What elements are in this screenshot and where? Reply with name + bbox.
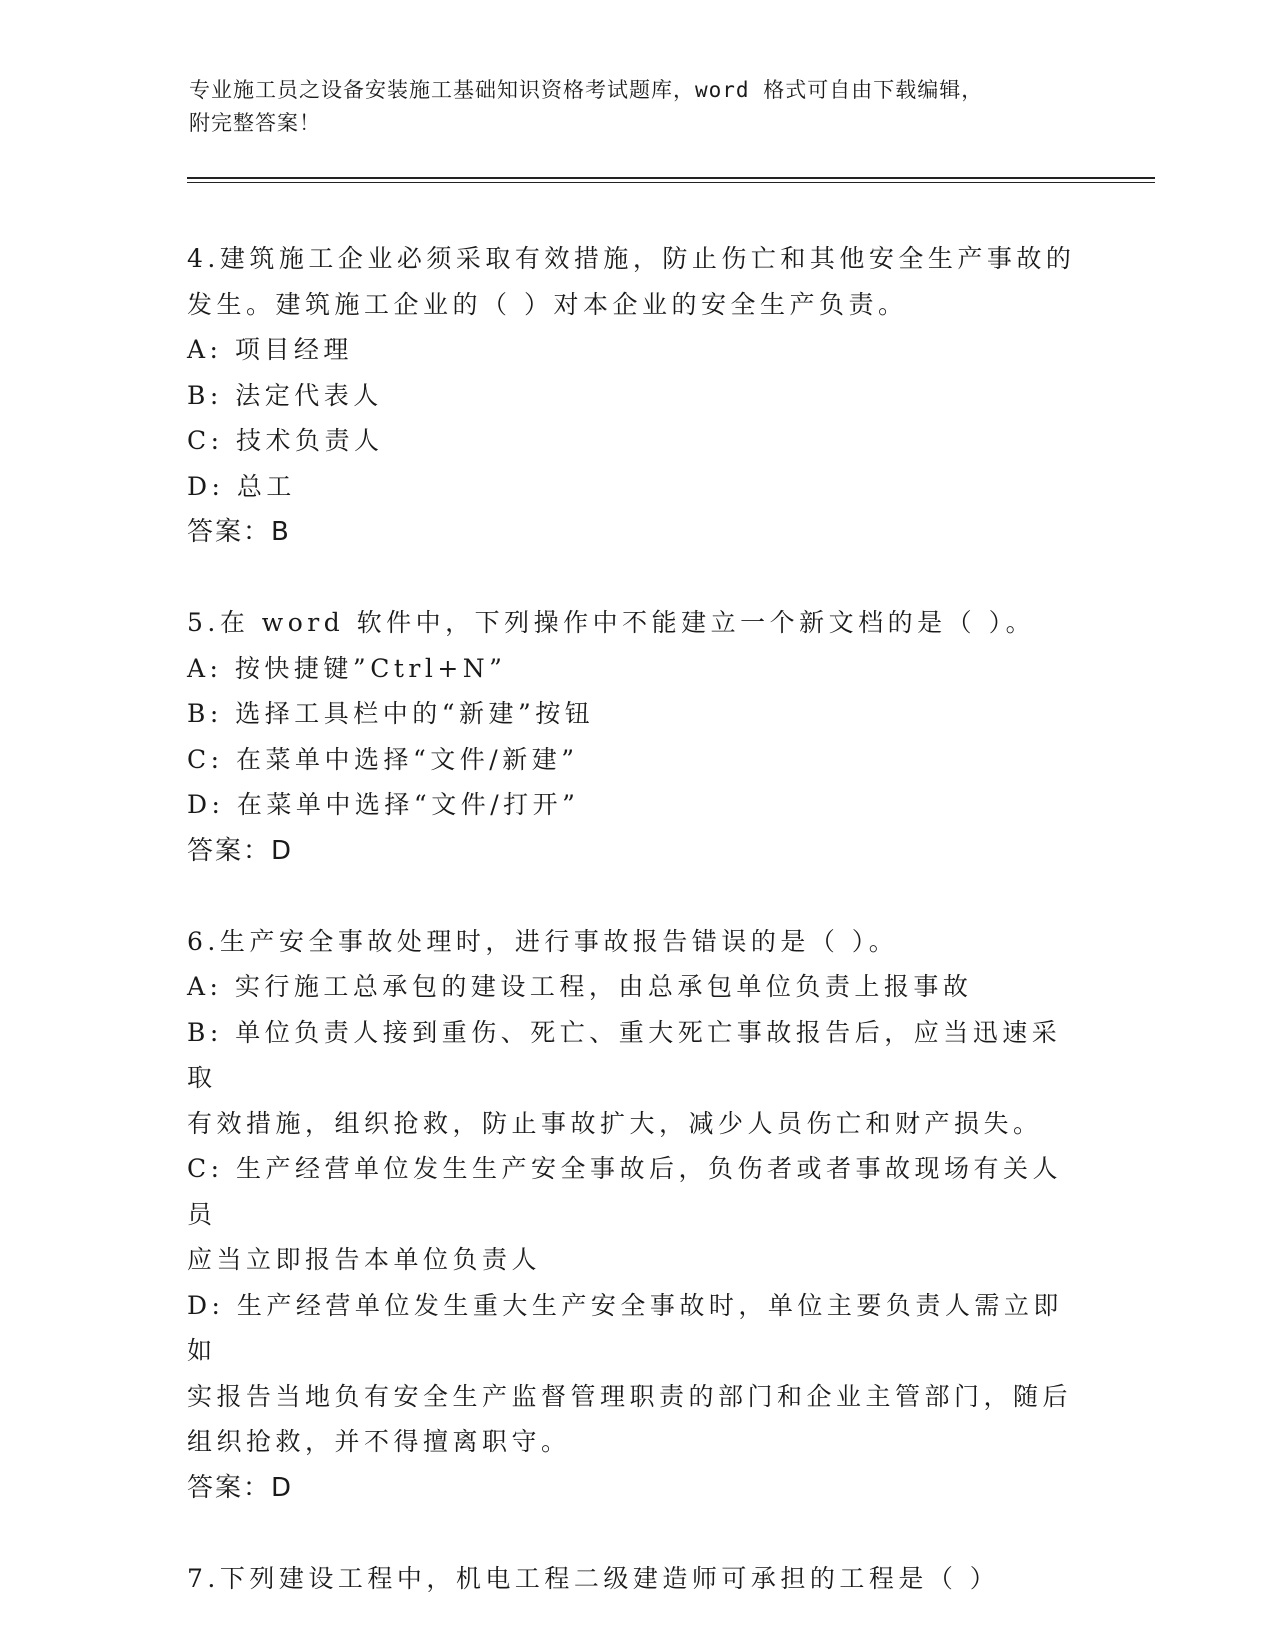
option-line: A: 项目经理 (187, 335, 353, 364)
answer-line: 答案：D (187, 835, 294, 866)
question-block (187, 1556, 1087, 1602)
question-stem-line: 5.在 word 软件中，下列操作中不能建立一个新文档的是（ ）。 (187, 608, 1036, 637)
option-line: C: 生产经营单位发生生产安全事故后，负伤者或者事故现场有关人员 (187, 1154, 1063, 1229)
question-stem-line: 6.生产安全事故处理时，进行事故报告错误的是（ ）。 (187, 926, 899, 956)
header-line-2: 附完整答案！ (189, 111, 321, 135)
question-stem-line: 发生。建筑施工企业的（ ）对本企业的安全生产负责。 (187, 289, 908, 319)
option-line: C: 技术负责人 (187, 426, 384, 455)
option-line: 实报告当地负有安全生产监督管理职责的部门和企业主管部门，随后 (187, 1381, 1073, 1411)
question-block (187, 236, 1087, 555)
header-divider-thick (187, 177, 1155, 179)
question-stem-line: 7.下列建设工程中，机电工程二级建造师可承担的工程是（ ） (187, 1563, 1000, 1593)
option-line: 组织抢救，并不得擅离职守。 (187, 1427, 571, 1456)
answer-line: 答案：B (187, 517, 291, 547)
option-line: D: 生产经营单位发生重大生产安全事故时，单位主要负责人需立即如 (187, 1290, 1063, 1365)
option-line: D: 在菜单中选择“文件/打开” (187, 790, 580, 819)
option-line: D: 总工 (187, 471, 296, 501)
option-line: C: 在菜单中选择“文件/新建” (187, 744, 579, 774)
option-line: B: 单位负责人接到重伤、死亡、重大死亡事故报告后，应当迅速采取 (187, 1017, 1062, 1092)
header-line-1: 专业施工员之设备安装施工基础知识资格考试题库，word 格式可自由下载编辑， (189, 78, 984, 102)
answer-line: 答案：D (187, 1472, 294, 1503)
option-line: B: 选择工具栏中的“新建”按钮 (187, 699, 595, 728)
document-header (189, 74, 1089, 140)
option-line: 应当立即报告本单位负责人 (187, 1245, 542, 1274)
question-stem-line: 4.建筑施工企业必须采取有效措施，防止伤亡和其他安全生产事故的 (187, 244, 1076, 273)
question-block (187, 919, 1087, 1511)
header-divider-thin (187, 182, 1155, 183)
option-line: 有效措施，组织抢救，防止事故扩大，减少人员伤亡和财产损失。 (187, 1108, 1043, 1138)
option-line: B: 法定代表人 (187, 380, 383, 410)
question-block (187, 600, 1087, 874)
question-list (187, 236, 1087, 1646)
option-line: A: 按快捷键”Ctrl+N” (187, 653, 507, 683)
option-line: A: 实行施工总承包的建设工程，由总承包单位负责上报事故 (187, 972, 973, 1001)
